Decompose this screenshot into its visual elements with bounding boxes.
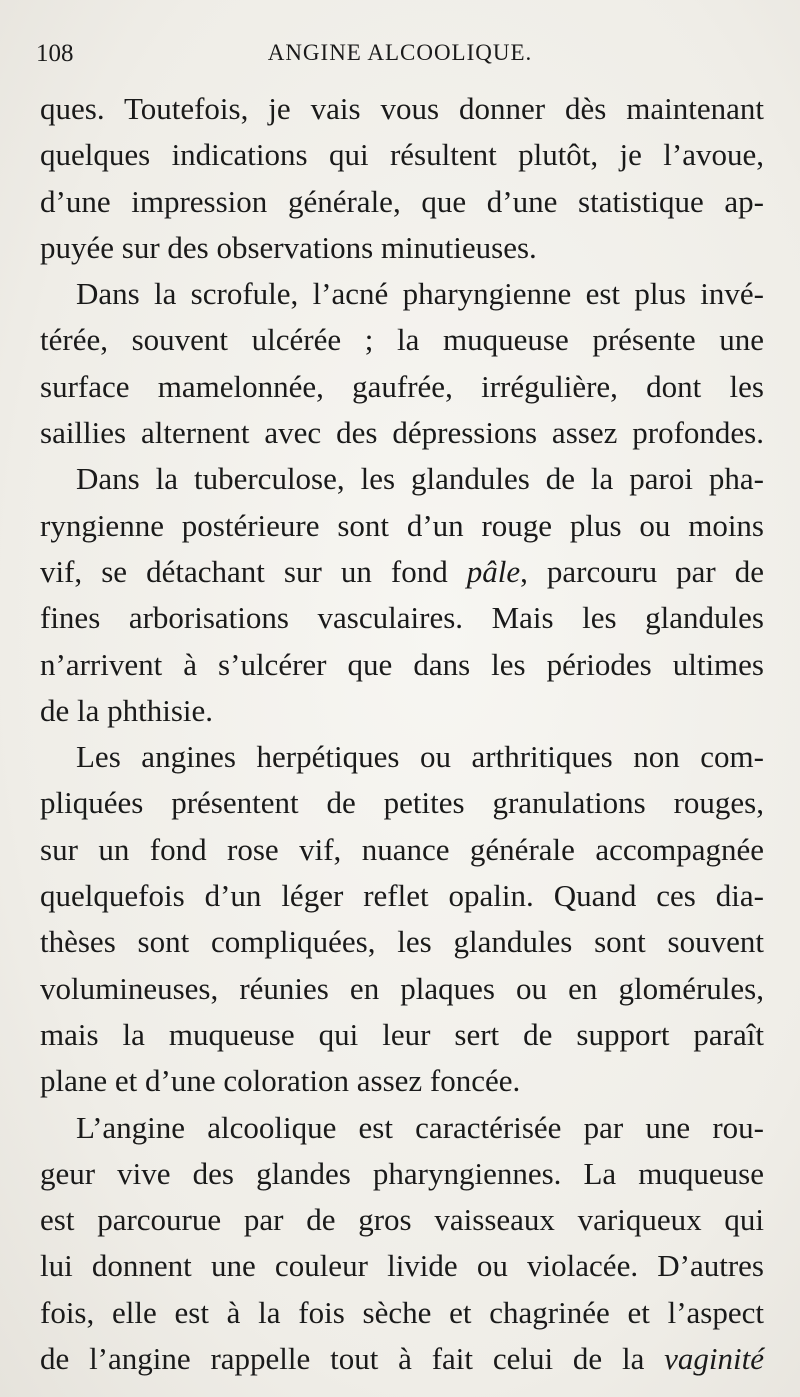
text-line: Les angines herpétiques ou arthritiques non com- — [76, 739, 764, 775]
text-line: sur un fond rose vif, nuance générale accompagnée — [40, 831, 764, 867]
emphasis: vaginité — [664, 1341, 764, 1377]
text-line: pliquées présentent de petites granulations rouges, — [40, 785, 764, 821]
text-line: L’angine alcoolique est caractérisée par une rou- — [76, 1109, 764, 1145]
emphasis: pâle — [466, 553, 521, 589]
text-line: surface mamelonnée, gaufrée, irrégulière, dont les — [40, 368, 764, 404]
text-line: quelques indications qui résultent plutôt, je l’avoue, — [40, 137, 764, 173]
text-line: geur vive des glandes pharyngiennes. La muqueuse — [40, 1155, 764, 1191]
text-line: saillies alternent avec des dépressions assez profondes. — [40, 415, 764, 451]
text-line: est parcourue par de gros vaisseaux variqueux qui — [40, 1202, 764, 1238]
text-line: lui donnent une couleur livide ou violacée. D’autres — [40, 1248, 764, 1284]
text-line: ryngienne postérieure sont d’un rouge plus ou moins — [40, 507, 764, 543]
text-line-with-emphasis — [40, 549, 764, 595]
text-line: Dans la tuberculose, les glandules de la paroi pha- — [76, 461, 764, 497]
text-segment: de l’angine rappelle tout à fait celui de la — [40, 1341, 665, 1377]
text-line: thèses sont compliquées, les glandules sont souvent — [40, 924, 764, 960]
page-header — [36, 36, 764, 76]
text-line: fines arborisations vasculaires. Mais les glandules — [40, 600, 764, 636]
text-segment: vif, se détachant sur un fond — [40, 553, 467, 589]
text-line: Dans la scrofule, l’acné pharyngienne est plus invé- — [76, 276, 764, 312]
text-line: mais la muqueuse qui leur sert de support paraît — [40, 1016, 764, 1052]
text-line: ques. Toutefois, je vais vous donner dès maintenant — [40, 91, 764, 126]
text-line: quelquefois d’un léger reflet opalin. Quand ces dia- — [40, 878, 764, 914]
text-line-with-emphasis — [40, 1336, 764, 1382]
text-line: térée, souvent ulcérée ; la muqueuse présente une — [40, 322, 764, 358]
text-line: plane et d’une coloration assez foncée. — [40, 1063, 521, 1099]
running-title: ANGINE ALCOOLIQUE. — [267, 40, 533, 65]
text-line: puyée sur des observations minutieuses. — [40, 229, 537, 265]
body-text — [40, 86, 764, 1382]
text-line: fois, elle est à la fois sèche et chagrinée et l’aspect — [40, 1294, 764, 1330]
text-line: de la phthisie. — [40, 692, 214, 728]
page-number: 108 — [36, 40, 74, 67]
text-line: d’une impression générale, que d’une statistique ap- — [40, 183, 764, 219]
text-line: volumineuses, réunies en plaques ou en glomérules, — [40, 970, 764, 1006]
text-line: n’arrivent à s’ulcérer que dans les périodes ultimes — [40, 646, 764, 682]
text-segment: , parcouru par de — [520, 553, 764, 589]
